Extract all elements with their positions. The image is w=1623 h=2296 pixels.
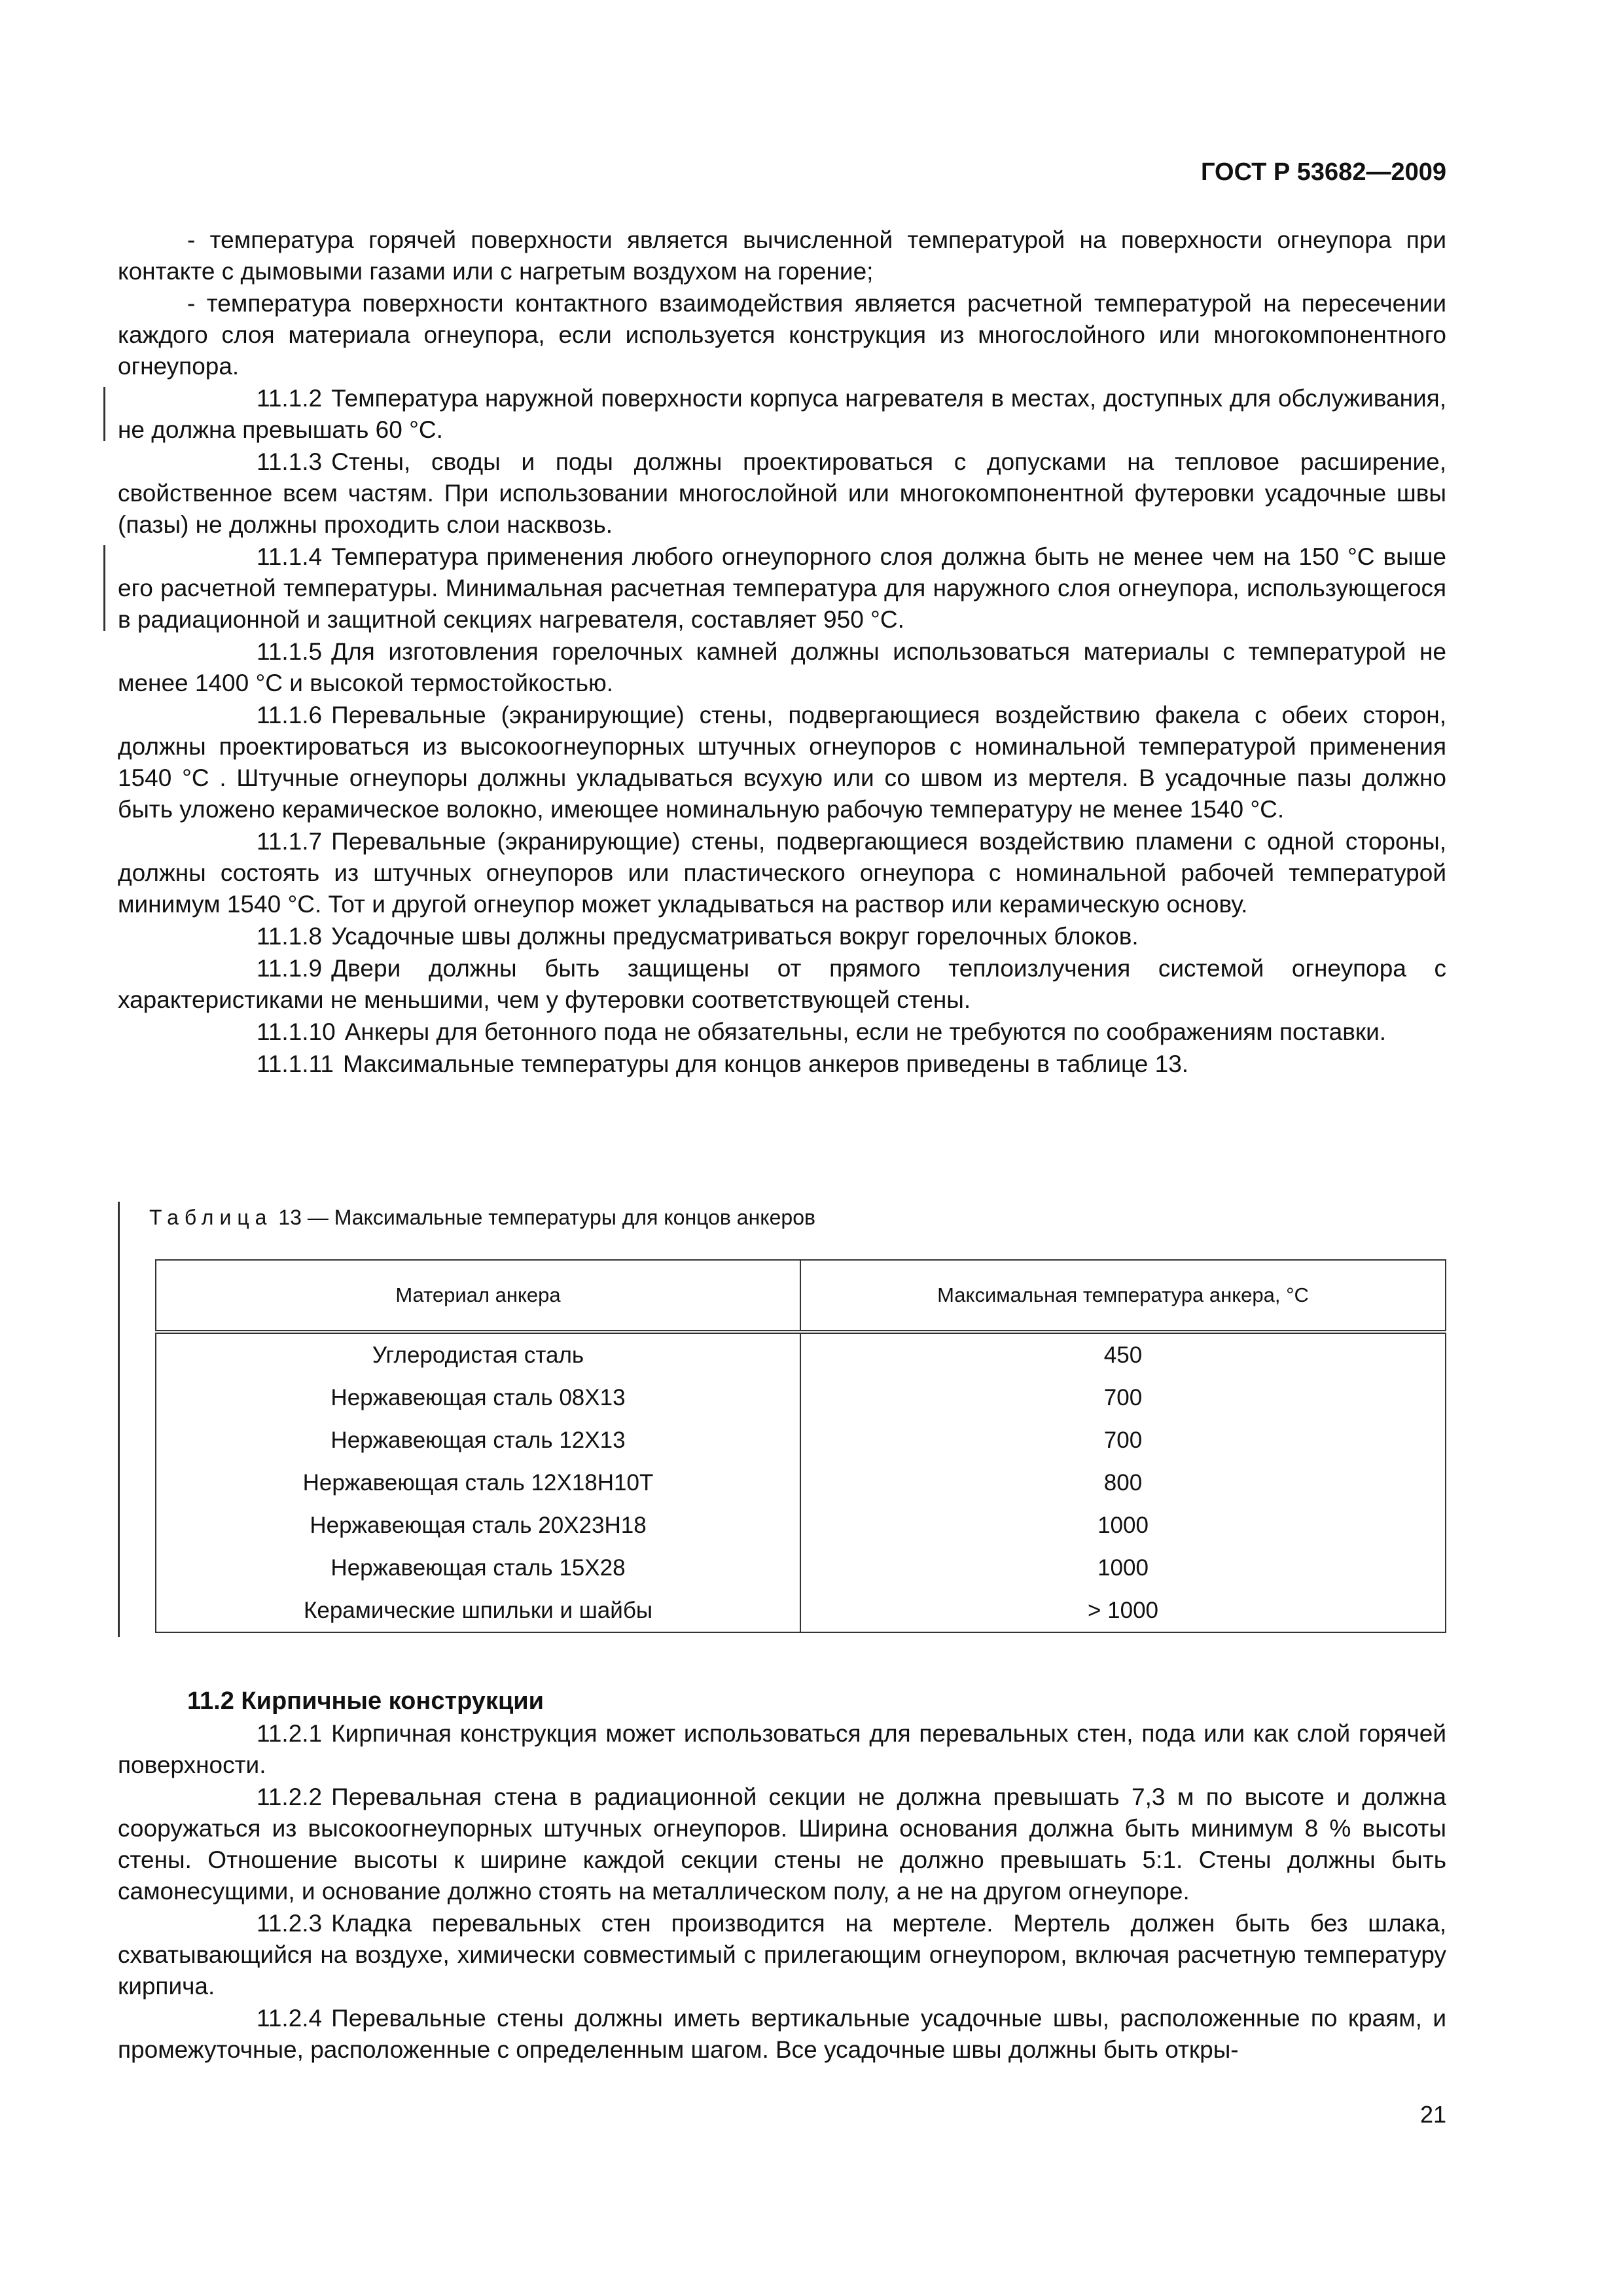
clause-11-1-10 bbox=[118, 1016, 1446, 1049]
change-bar bbox=[103, 387, 105, 441]
temperature-cell: 700 bbox=[800, 1376, 1446, 1419]
clause-number: 11.1.9 bbox=[257, 955, 323, 982]
clause-11-1-4 bbox=[118, 541, 1446, 636]
column-header-max-temperature: Максимальная температура анкера, °С bbox=[800, 1260, 1446, 1332]
body-text-section-11-1 bbox=[118, 224, 1446, 1081]
table-caption-title: 13 — Максимальные температуры для концов анкеров bbox=[278, 1206, 815, 1229]
clause-11-1-2 bbox=[118, 383, 1446, 446]
clause-text: Температура наружной поверхности корпуса нагревателя в местах, доступных для обслуживания, не должна превышать 60 °С. bbox=[118, 385, 1446, 443]
table-row bbox=[156, 1332, 1446, 1376]
clause-text: Анкеры для бетонного пода не обязательны, если не требуются по соображениям поставки. bbox=[344, 1018, 1387, 1045]
clause-text: Усадочные швы должны предусматриваться вокруг горелочных блоков. bbox=[331, 923, 1139, 950]
material-cell: Нержавеющая сталь 12Х18Н10Т bbox=[156, 1462, 800, 1504]
paragraph-hot-surface-definition bbox=[118, 224, 1446, 288]
column-header-material: Материал анкера bbox=[156, 1260, 800, 1332]
table-caption-label: Таблица bbox=[149, 1206, 273, 1229]
clause-11-1-6 bbox=[118, 700, 1446, 826]
temperature-cell: > 1000 bbox=[800, 1589, 1446, 1632]
section-heading: 11.2 Кирпичные конструкции bbox=[187, 1687, 544, 1715]
clause-11-1-5 bbox=[118, 636, 1446, 700]
clause-text: Температура применения любого огнеупорного слоя должна быть не менее чем на 150 °С выше его расчетной температуры. Минимальная расчетная температура для наружного слоя огнеупора, использующегося в радиационной и защитной секциях нагревателя, составляет 950 °С. bbox=[118, 543, 1446, 633]
clause-text: Перевальная стена в радиационной секции не должна превышать 7,3 м по высоте и должна сооружаться из высокоогнеупорных штучных огнеупоров. Ширина основания должна быть минимум 8 % высоты стены. Отношение высоты к ширине каждой секции стены не должно превышать 5:1. Стены должны быть самонесущими, и основание должно стоять на металлическом полу, а не на другом огнеупоре. bbox=[118, 1784, 1446, 1905]
clause-number: 11.1.7 bbox=[257, 828, 323, 855]
clause-text: Двери должны быть защищены от прямого теплоизлучения системой огнеупора с характеристиками не меньшими, чем у футеровки соответствующей стены. bbox=[118, 955, 1446, 1013]
paragraph-interface-temperature-definition bbox=[118, 288, 1446, 383]
clause-11-2-3 bbox=[118, 1908, 1446, 2003]
clause-number: 11.1.11 bbox=[257, 1050, 334, 1077]
table-header-row bbox=[156, 1260, 1446, 1332]
table-row bbox=[156, 1419, 1446, 1462]
material-cell: Нержавеющая сталь 15Х28 bbox=[156, 1547, 800, 1589]
clause-number: 11.1.10 bbox=[257, 1018, 336, 1045]
temperature-cell: 800 bbox=[800, 1462, 1446, 1504]
clause-text: Перевальные стены должны иметь вертикальные усадочные швы, расположенные по краям, и промежуточные, расположенные с определенным шагом. Все усадочные швы должны быть откры- bbox=[118, 2005, 1446, 2063]
clause-number: 11.1.3 bbox=[257, 448, 323, 475]
anchor-temperature-table bbox=[155, 1259, 1446, 1633]
table-row bbox=[156, 1547, 1446, 1589]
clause-number: 11.1.6 bbox=[257, 702, 323, 728]
temperature-cell: 1000 bbox=[800, 1504, 1446, 1547]
clause-11-2-1 bbox=[118, 1718, 1446, 1782]
clause-number: 11.1.5 bbox=[257, 638, 323, 665]
clause-text: Максимальные температуры для концов анкеров приведены в таблице 13. bbox=[342, 1050, 1189, 1077]
clause-number: 11.2.3 bbox=[257, 1910, 323, 1937]
temperature-cell: 1000 bbox=[800, 1547, 1446, 1589]
clause-11-1-3 bbox=[118, 446, 1446, 541]
clause-text: Кладка перевальных стен производится на мертеле. Мертель должен быть без шлака, схватывающийся на воздухе, химически совместимый с прилегающим огнеупором, включая расчетную температуру кирпича. bbox=[118, 1910, 1446, 2000]
temperature-cell: 450 bbox=[800, 1332, 1446, 1376]
clause-text: Перевальные (экранирующие) стены, подвергающиеся воздействию факела с обеих сторон, должны проектироваться из высокоогнеупорных штучных огнеупоров с номинальной температурой применения 1540 °С . Штучные огнеупоры должны укладываться всухую или со швом из мертеля. В усадочные пазы должно быть уложено керамическое волокно, имеющее номинальную рабочую температуру не менее 1540 °С. bbox=[118, 702, 1446, 823]
material-cell: Углеродистая сталь bbox=[156, 1332, 800, 1376]
page-number: 21 bbox=[1419, 2101, 1446, 2128]
clause-number: 11.2.4 bbox=[257, 2005, 323, 2032]
table-row bbox=[156, 1504, 1446, 1547]
paragraph-text: - температура поверхности контактного взаимодействия является расчетной температурой на пересечении каждого слоя материала огнеупора, если используется конструкция из многослойного или многокомпонентного огнеупора. bbox=[118, 290, 1446, 380]
material-cell: Нержавеющая сталь 12Х13 bbox=[156, 1419, 800, 1462]
clause-number: 11.1.8 bbox=[257, 923, 323, 950]
clause-11-1-7 bbox=[118, 826, 1446, 921]
table-row bbox=[156, 1589, 1446, 1632]
document-code-header: ГОСТ Р 53682—2009 bbox=[1201, 158, 1446, 186]
table-change-bar bbox=[118, 1202, 120, 1637]
table-caption bbox=[149, 1206, 815, 1230]
table-row bbox=[156, 1376, 1446, 1419]
change-bar bbox=[103, 545, 105, 631]
clause-text: Перевальные (экранирующие) стены, подвергающиеся воздействию пламени с одной стороны, должны состоять из штучных огнеупоров или пластического огнеупора с номинальной рабочей температурой минимум 1540 °С. Тот и другой огнеупор может укладываться на раствор или керамическую основу. bbox=[118, 828, 1446, 918]
paragraph-text: - температура горячей поверхности является вычисленной температурой на поверхности огнеупора при контакте с дымовыми газами или с нагретым воздухом на горение; bbox=[118, 226, 1446, 285]
clause-11-2-2 bbox=[118, 1782, 1446, 1908]
material-cell: Нержавеющая сталь 08Х13 bbox=[156, 1376, 800, 1419]
clause-text: Для изготовления горелочных камней должны использоваться материалы с температурой не менее 1400 °С и высокой термостойкостью. bbox=[118, 638, 1446, 696]
clause-text: Стены, своды и поды должны проектироваться с допусками на тепловое расширение, свойственное всем частям. При использовании многослойной или многокомпонентной футеровки усадочные швы (пазы) не должны проходить слои насквозь. bbox=[118, 448, 1446, 538]
clause-number: 11.1.4 bbox=[257, 543, 323, 570]
clause-text: Кирпичная конструкция может использоваться для перевальных стен, пода или как слой горячей поверхности. bbox=[118, 1720, 1446, 1778]
clause-number: 11.1.2 bbox=[257, 385, 323, 412]
clause-11-1-9 bbox=[118, 953, 1446, 1016]
temperature-cell: 700 bbox=[800, 1419, 1446, 1462]
clause-number: 11.2.1 bbox=[257, 1720, 323, 1747]
table-row bbox=[156, 1462, 1446, 1504]
clause-number: 11.2.2 bbox=[257, 1784, 323, 1810]
material-cell: Нержавеющая сталь 20Х23Н18 bbox=[156, 1504, 800, 1547]
clause-11-1-8 bbox=[118, 921, 1446, 953]
section-11-2 bbox=[118, 1685, 1446, 2066]
clause-11-1-11 bbox=[118, 1049, 1446, 1081]
material-cell: Керамические шпильки и шайбы bbox=[156, 1589, 800, 1632]
clause-11-2-4 bbox=[118, 2003, 1446, 2066]
